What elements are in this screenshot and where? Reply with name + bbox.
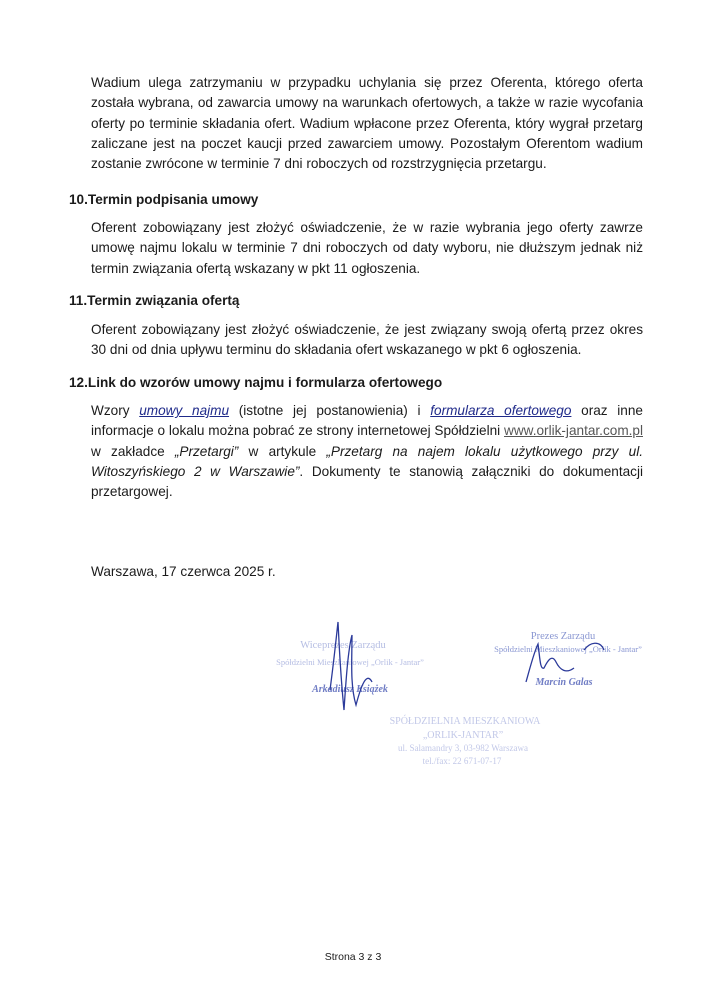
body-text: . Dokumenty te stanowią załączniki do dokumentacji przetargowej. xyxy=(91,463,643,500)
company-stamp-line2: „ORLIK-JANTAR” xyxy=(422,730,504,741)
section-10-heading xyxy=(69,192,258,207)
page-footer: Strona 3 z 3 xyxy=(324,951,382,963)
section-title: Termin związania ofertą xyxy=(87,293,240,308)
left-stamp-name: Arkadiusz Książek xyxy=(312,684,388,695)
section-12-heading xyxy=(69,375,442,390)
left-stamp-title: Wiceprezes Zarządu xyxy=(300,640,386,651)
body-text: w artykule xyxy=(238,443,327,459)
umowy-najmu-link[interactable]: umowy najmu xyxy=(139,403,230,418)
wadium-paragraph: Wadium ulega zatrzymaniu w przypadku uchylania się przez Oferenta, którego oferta została wybrana, od zawarcia umowy na warunkach ofertowych, a także w razie wycofania oferty po terminie składania ofert. Wadium wpłacone przez Oferenta, który wygrał przetarg zaliczane jest na poczet kaucji przed zawarciem umowy. Pozostałym Oferentom wadium zostanie zwrócone w terminie 7 dni roboczych od rozstrzygnięcia przetargu. xyxy=(91,75,643,172)
section-number: 11. xyxy=(69,293,88,308)
left-stamp-org: Spółdzielni Mieszkaniowej „Orlik - Jantar” xyxy=(276,657,424,667)
body-text: oraz inne informacje o lokalu można pobrać ze strony internetowej Spółdzielni xyxy=(91,403,643,439)
section-12-body xyxy=(91,401,643,502)
right-stamp-name: Marcin Galas xyxy=(535,677,593,688)
body-text: w zakładce xyxy=(91,443,175,459)
section-title: Termin podpisania umowy xyxy=(87,192,259,207)
body-text: Wzory xyxy=(91,403,140,418)
right-stamp xyxy=(494,631,642,688)
company-stamp xyxy=(390,715,542,766)
formularza-ofertowego-link[interactable]: formularza ofertowego xyxy=(430,403,572,418)
company-stamp-line1: SPÓŁDZIELNIA MIESZKANIOWA xyxy=(389,716,541,727)
article-name: „Przetarg na najem lokalu użytkowego przy ul. Witoszyńskiego 2 w Warszawie” xyxy=(91,443,643,479)
right-stamp-title: Prezes Zarządu xyxy=(530,631,596,642)
section-number: 10. xyxy=(69,192,88,207)
body-text: (istotne jej postanowienia) i xyxy=(229,403,431,418)
section-number: 12. xyxy=(69,375,88,390)
right-stamp-org: Spółdzielni Mieszkaniowej „Orlik - Jantar” xyxy=(494,644,642,654)
company-stamp-line3: ul. Salamandry 3, 03-982 Warszawa xyxy=(397,743,529,753)
date-line: Warszawa, 17 czerwca 2025 r. xyxy=(91,564,276,579)
section-title: Link do wzorów umowy najmu i formularza ofertowego xyxy=(87,375,443,390)
signature-stamps xyxy=(0,610,706,810)
company-stamp-line4: tel./fax: 22 671-07-17 xyxy=(422,756,502,766)
section-10-body: Oferent zobowiązany jest złożyć oświadczenie, że w razie wybrania jego oferty zawrze umowę najmu lokalu w terminie 7 dni roboczych od daty wyboru, nie dłuższym jednak niż termin związania ofertą wskazany w pkt 11 ogłoszenia. xyxy=(91,220,643,276)
tab-name: „Przetargi” xyxy=(174,443,239,459)
section-11-body: Oferent zobowiązany jest złożyć oświadczenie, że jest związany swoją ofertą przez okres 30 dni od dnia upływu terminu do składania ofert wskazanego w pkt 6 ogłoszenia. xyxy=(91,322,643,358)
section-11-heading xyxy=(69,293,240,308)
website-url-link[interactable]: www.orlik-jantar.com.pl xyxy=(504,423,643,439)
